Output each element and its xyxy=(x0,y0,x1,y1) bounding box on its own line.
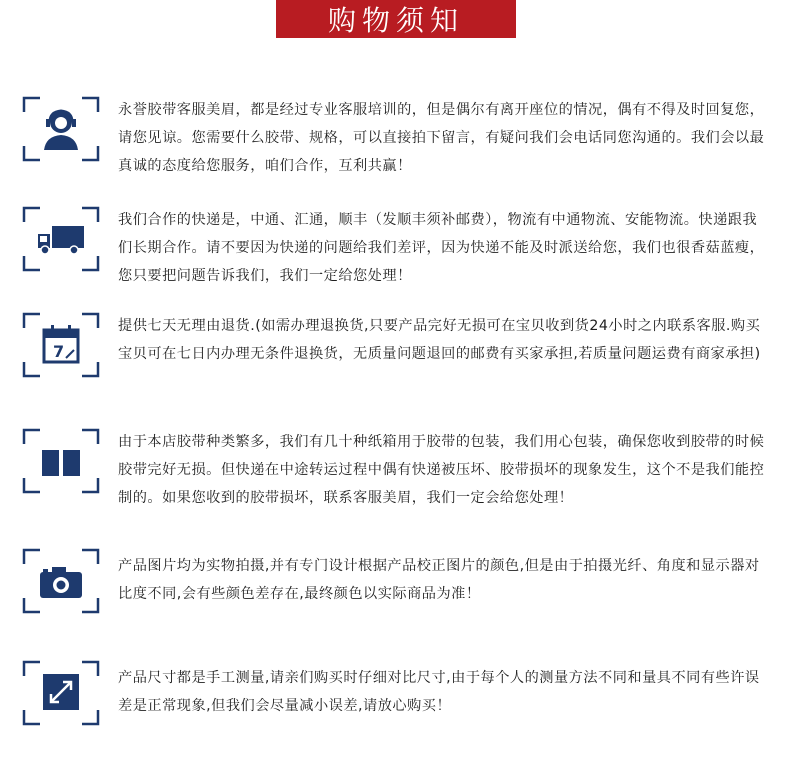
camera-icon xyxy=(36,558,86,604)
icon-frame xyxy=(22,312,100,378)
icon-frame xyxy=(22,206,100,272)
measure-arrow-icon xyxy=(36,670,86,716)
notice-text: 由于本店胶带种类繁多，我们有几十种纸箱用于胶带的包装，我们用心包装，确保您收到胶带的时候胶带完好无损。但快递在中途转运过程中偶有快递被压坏、胶带损坏的现象发生，这个不是我们能控制的。如果您收到的胶带损坏，联系客服美眉，我们一定会给您处理！ xyxy=(118,434,765,506)
page-title: 购物须知 xyxy=(327,4,464,37)
icon-frame xyxy=(22,548,100,614)
notice-item-photos xyxy=(22,548,772,610)
svg-text:7: 7 xyxy=(53,342,65,361)
icon-frame xyxy=(22,428,100,494)
notice-item-packaging xyxy=(22,428,772,508)
page-title-banner xyxy=(276,0,516,38)
notice-item-sizes xyxy=(22,660,772,722)
notice-text: 产品尺寸都是手工测量,请亲们购买时仔细对比尺寸,由于每个人的测量方法不同和量具不同有些许误差是正常现象,但我们会尽量减小误差,请放心购买！ xyxy=(118,670,760,714)
delivery-truck-icon xyxy=(36,216,86,262)
notice-text: 产品图片均为实物拍摄,并有专门设计根据产品校正图片的颜色,但是由于拍摄光纤、角度和显示器对比度不同,会有些颜色差存在,最终颜色以实际商品为准！ xyxy=(118,558,760,602)
customer-service-icon xyxy=(36,106,86,152)
notice-item-returns xyxy=(22,312,772,392)
icon-frame xyxy=(22,660,100,726)
notice-text: 我们合作的快递是，中通、汇通，顺丰（发顺丰须补邮费），物流有中通物流、安能物流。快递跟我们长期合作。请不要因为快递的问题给我们差评，因为快递不能及时派送给您，我们也很香菇蓝瘦，您只要把问题告诉我们，我们一定给您处理！ xyxy=(118,212,765,284)
package-box-icon xyxy=(36,438,86,484)
notice-text: 提供七天无理由退货.(如需办理退换货,只要产品完好无损可在宝贝收到货24小时之内联系客服.购买宝贝可在七日内办理无条件退换货，无质量问题退回的邮费有买家承担,若质量问题运费有商家承担) xyxy=(118,318,761,362)
notice-item-customer-service xyxy=(22,96,772,176)
calendar-7-icon xyxy=(36,322,86,368)
icon-frame xyxy=(22,96,100,162)
notice-text: 永誉胶带客服美眉，都是经过专业客服培训的，但是偶尔有离开座位的情况，偶有不得及时回复您，请您见谅。您需要什么胶带、规格，可以直接拍下留言，有疑问我们会电话同您沟通的。我们会以最真诚的态度给您服务，咱们合作，互利共赢！ xyxy=(118,102,765,174)
notice-item-delivery xyxy=(22,206,772,286)
